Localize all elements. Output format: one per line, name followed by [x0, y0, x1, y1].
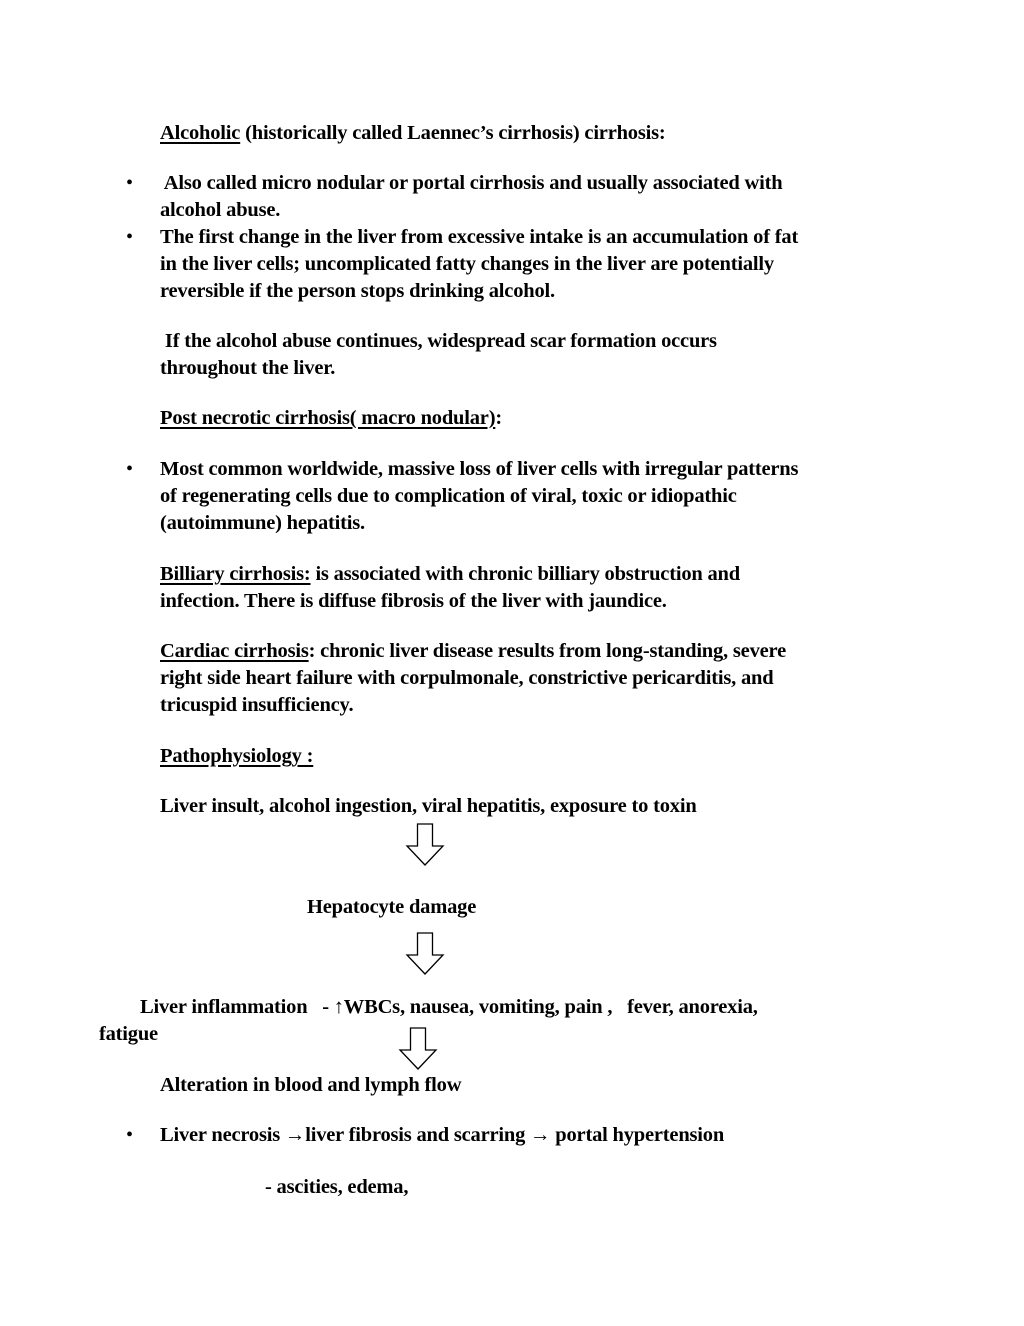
alcoholic-heading [160, 120, 666, 147]
bullet-marker: • [126, 458, 134, 480]
hollow-down-arrow-icon [398, 1027, 438, 1071]
alcoholic-heading-underlined: Alcoholic [160, 122, 241, 144]
bullet-marker: • [126, 172, 134, 194]
flow-step-3-line2: fatigue [99, 1023, 158, 1045]
pathophysiology-sub-line: - ascities, edema, [265, 1176, 409, 1198]
alcoholic-heading-rest: (historically called Laennec’s cirrhosis) cirrhosis: [240, 122, 666, 144]
cardiac-heading-underlined: Cardiac cirrhosis [160, 640, 309, 662]
billiary-heading-underlined: Billiary cirrhosis: [160, 563, 311, 585]
flow-step-3-line1: Liver inflammation - ↑WBCs, nausea, vomiting, pain , fever, anorexia, [140, 996, 758, 1018]
cardiac-line2: right side heart failure with corpulmonale, constrictive pericarditis, and [160, 667, 774, 689]
billiary-line1-rest: is associated with chronic billiary obstruction and [310, 563, 740, 585]
hollow-down-arrow-icon [405, 932, 445, 976]
post-necrotic-heading-underlined: Post necrotic cirrhosis( macro nodular) [160, 407, 496, 429]
post-necrotic-heading-rest: : [495, 407, 502, 429]
billiary-line2: infection. There is diffuse fibrosis of the liver with jaundice. [160, 590, 667, 612]
post-necrotic-bullet-line3: (autoimmune) hepatitis. [160, 512, 365, 534]
alcoholic-bullet2-line1: The first change in the liver from excessive intake is an accumulation of fat [160, 226, 799, 248]
cardiac-line1 [160, 638, 786, 665]
cardiac-line3: tricuspid insufficiency. [160, 694, 354, 716]
cardiac-line1-rest: : chronic liver disease results from long-standing, severe [308, 640, 786, 662]
alcoholic-para-line2: throughout the liver. [160, 357, 336, 379]
billiary-line1 [160, 561, 740, 588]
alcoholic-bullet1-line2: alcohol abuse. [160, 199, 281, 221]
flow-step-1: Liver insult, alcohol ingestion, viral hepatitis, exposure to toxin [160, 795, 697, 817]
post-necrotic-bullet-line1: Most common worldwide, massive loss of liver cells with irregular patterns [160, 458, 799, 480]
pathophysiology-heading-underlined: Pathophysiology : [160, 745, 314, 767]
flow-step-4: Alteration in blood and lymph flow [160, 1074, 462, 1096]
pathophysiology-heading [160, 743, 313, 770]
alcoholic-para-line1: If the alcohol abuse continues, widespread scar formation occurs [160, 330, 717, 352]
alcoholic-bullet2-line2: in the liver cells; uncomplicated fatty changes in the liver are potentially [160, 253, 774, 275]
flow-step-2: Hepatocyte damage [307, 896, 477, 918]
bullet-marker: • [126, 1124, 134, 1146]
post-necrotic-heading [160, 405, 502, 432]
alcoholic-bullet1-line1: Also called micro nodular or portal cirrhosis and usually associated with [160, 172, 783, 194]
pathophysiology-bullet-line: Liver necrosis →liver fibrosis and scarring → portal hypertension [160, 1124, 725, 1146]
alcoholic-bullet2-line3: reversible if the person stops drinking alcohol. [160, 280, 555, 302]
hollow-down-arrow-icon [405, 823, 445, 867]
post-necrotic-bullet-line2: of regenerating cells due to complication of viral, toxic or idiopathic [160, 485, 737, 507]
bullet-marker: • [126, 226, 134, 248]
